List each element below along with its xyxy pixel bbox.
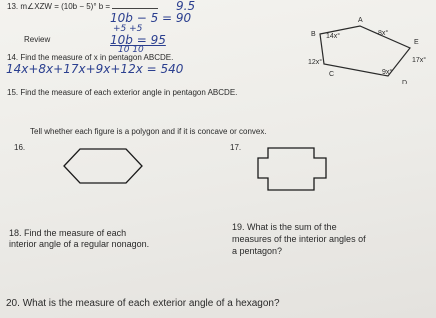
section-label-review: Review: [24, 35, 51, 44]
question-20-text: What is the measure of each exterior angle of a hexagon?: [22, 298, 280, 309]
question-14-number: 14.: [7, 53, 19, 62]
question-15-number: 15.: [7, 88, 19, 97]
handwritten-equation: 14x+8x+17x+9x+12x = 540: [6, 62, 184, 76]
question-13-prompt: m∠XZW = (10b − 5)° b =: [20, 2, 111, 11]
angle-label-17x: 17x°: [412, 57, 427, 64]
question-17-number: 17.: [230, 143, 242, 152]
question-18-line-1: Find the measure of each: [24, 228, 127, 238]
question-18-line-2: interior angle of a regular nonagon.: [9, 239, 150, 249]
question-15: [7, 89, 237, 98]
vertex-label-d: D: [402, 80, 408, 84]
cross-shape-outline: [258, 148, 326, 190]
question-16-number: 16.: [14, 143, 26, 152]
question-18: [9, 229, 126, 239]
question-19-line-1: What is the sum of the: [247, 222, 337, 232]
question-13-number: 13.: [7, 2, 19, 11]
angle-label-9x: 9x°: [382, 69, 393, 76]
handwritten-work-line-2: +5 +5: [113, 24, 143, 34]
angle-label-14x: 14x°: [326, 33, 341, 40]
hexagon-figure: [62, 146, 146, 186]
question-19-line-3: a pentagon?: [232, 246, 283, 256]
question-19-number: 19.: [232, 222, 245, 232]
handwritten-work-line-4: 10 10: [118, 45, 144, 55]
question-20-number: 20.: [6, 298, 20, 309]
polygon-instructions: Tell whether each figure is a polygon and if it is concave or convex.: [30, 127, 267, 136]
vertex-label-e: E: [414, 39, 419, 46]
pentagon-figure: [302, 14, 432, 84]
angle-label-12x: 12x°: [308, 59, 323, 66]
vertex-label-b: B: [311, 31, 316, 38]
angle-label-8x: 8x°: [378, 30, 389, 37]
question-20: [6, 298, 280, 309]
question-13-answer: 9.5: [176, 0, 196, 13]
vertex-label-a: A: [358, 17, 363, 24]
hexagon-outline: [64, 149, 142, 183]
question-13-answer-blank: [112, 8, 158, 9]
question-14-text: Find the measure of x in pentagon ABCDE.: [20, 53, 174, 62]
vertex-label-c: C: [329, 71, 335, 78]
cross-shape-figure: [254, 146, 330, 192]
handwritten-work-line-3: 10b = 95: [110, 33, 166, 47]
question-19: [232, 223, 337, 233]
question-15-text: Find the measure of each exterior angle in pentagon ABCDE.: [20, 88, 238, 97]
question-19-line-2: measures of the interior angles of: [232, 234, 366, 244]
question-18-number: 18.: [9, 228, 22, 238]
handwritten-work-line-1: 10b − 5 = 90: [110, 11, 192, 25]
